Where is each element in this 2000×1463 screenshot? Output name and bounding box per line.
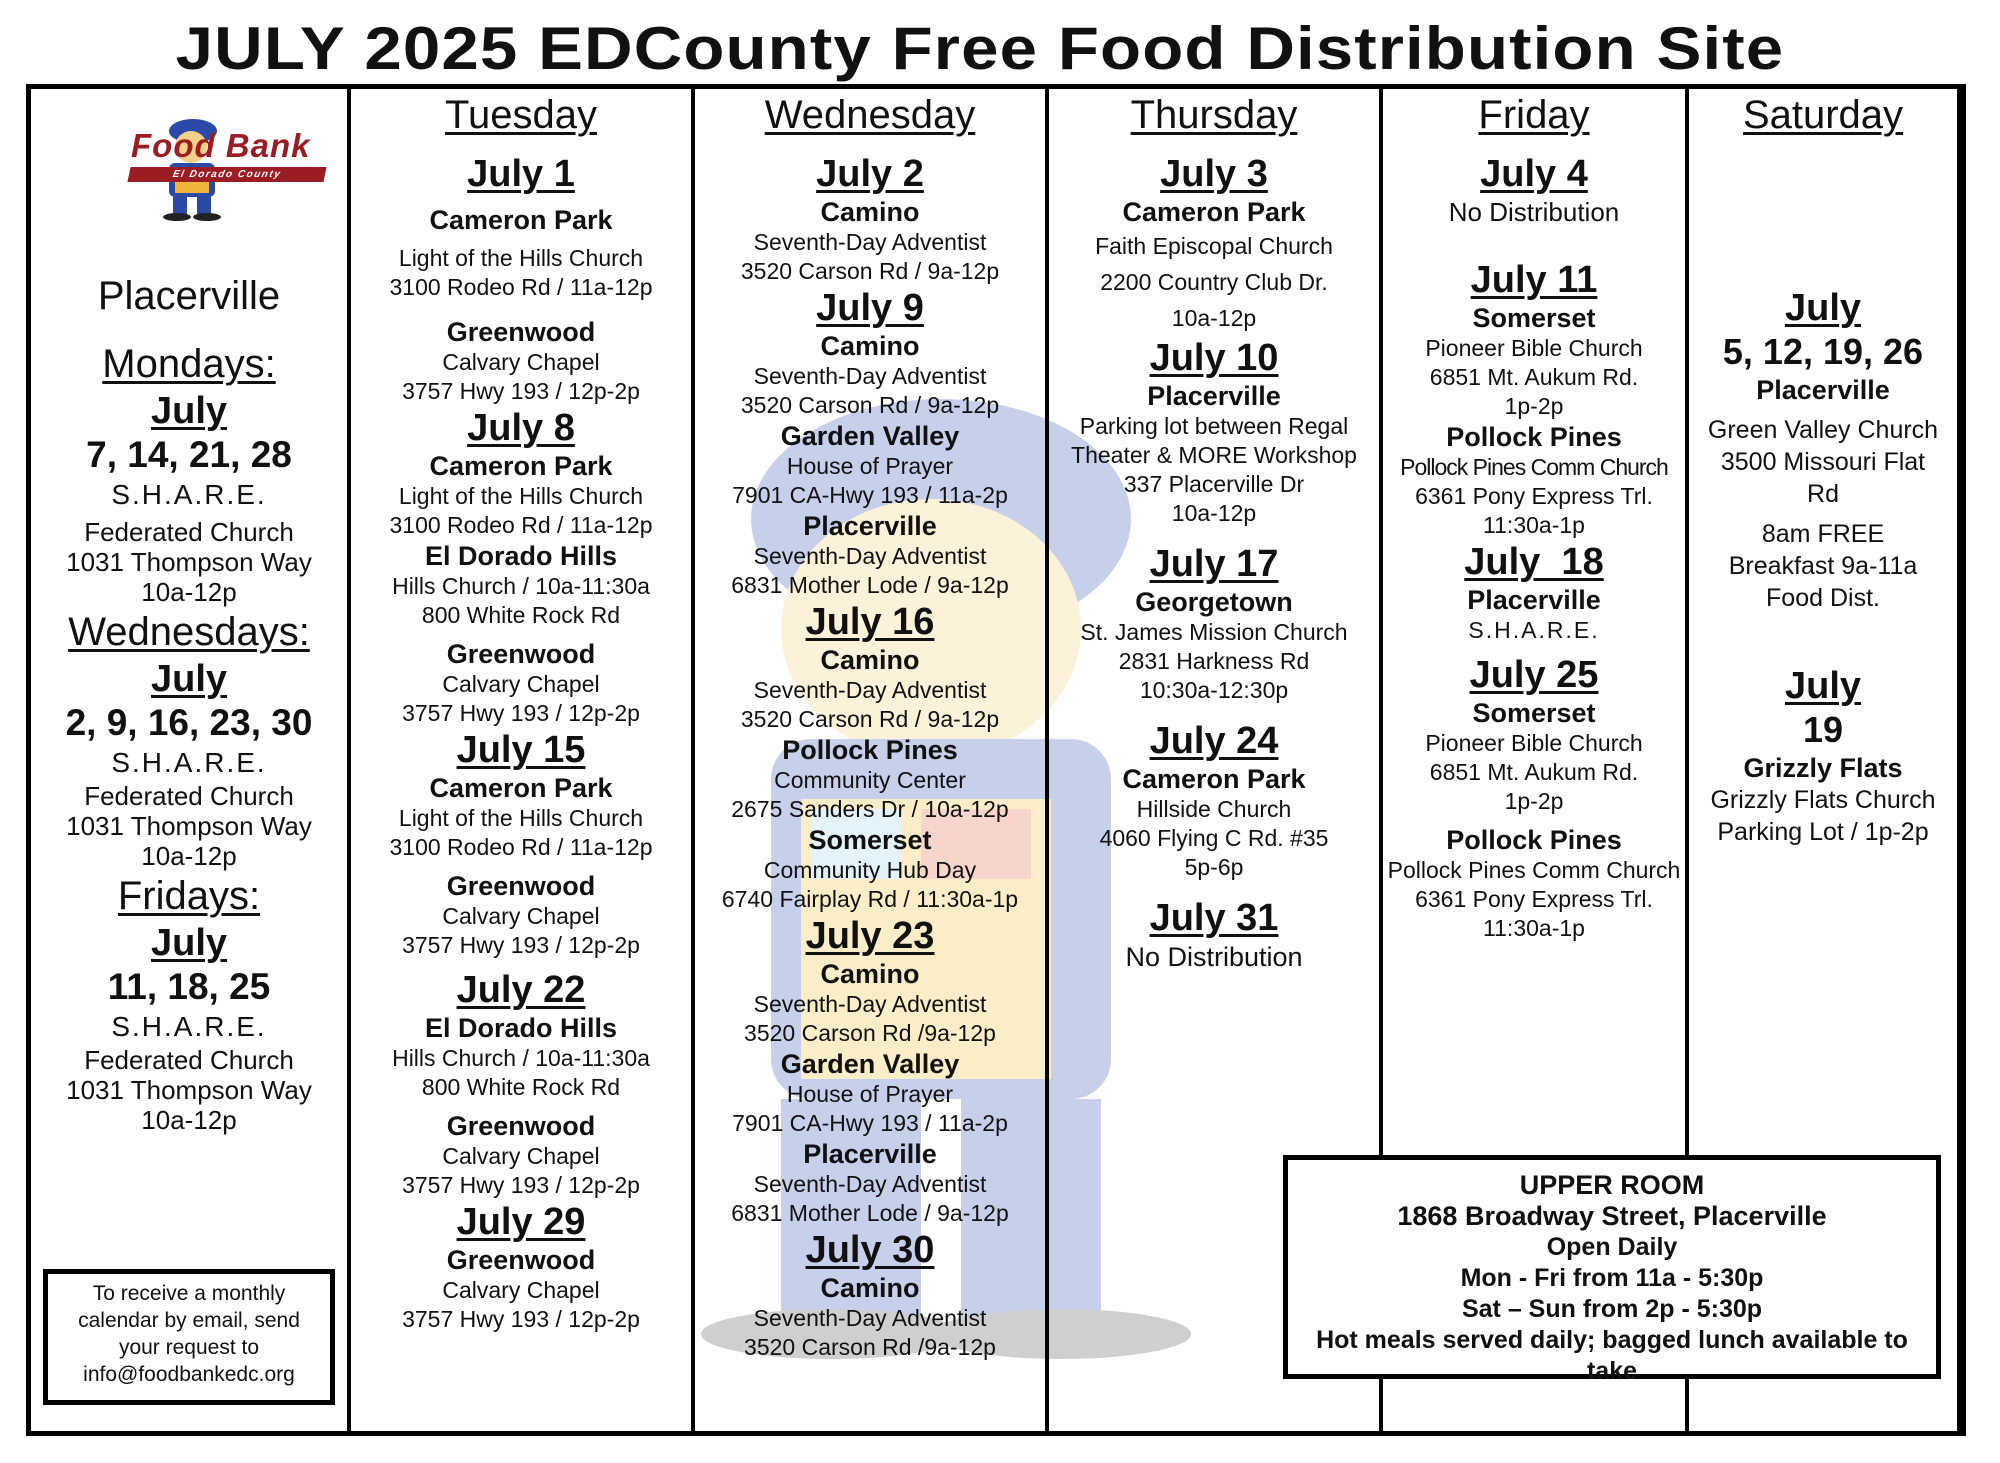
wednesdays-days: 2, 9, 16, 23, 30 [65,702,313,743]
site-line: 2200 Country Club Dr. [1100,269,1328,295]
site-city: Placerville [803,511,937,541]
site-line: Calvary Chapel [442,1277,600,1303]
site-line: Rd [1807,480,1839,508]
site-line: 3757 Hwy 193 / 12p-2p [402,378,640,404]
schedule-table [26,84,1966,1436]
site-city: Camino [820,959,920,989]
site-city: Greenwood [446,1245,596,1275]
fridays-address: 1031 Thompson Way [66,1075,312,1105]
date-heading: July 24 [1149,720,1279,762]
site-city: Placerville [1467,585,1601,615]
site-line: Pioneer Bible Church [1425,730,1643,756]
fridays-label: Fridays: [117,874,261,918]
site-line: 1p-2p [1504,393,1564,419]
site-city: Grizzly Flats [1743,753,1903,783]
mondays-site: Federated Church [84,517,294,547]
fridays-org: S.H.A.R.E. [111,1011,267,1042]
site-line: 10:30a-12:30p [1139,677,1289,703]
no-distribution-note: No Distribution [1125,942,1303,972]
site-line: Calvary Chapel [442,1143,600,1169]
site-line: 3520 Carson Rd /9a-12p [744,1020,996,1046]
fridays-month: July [150,922,228,964]
site-line: Seventh-Day Adventist [753,543,987,569]
site-line: House of Prayer [786,453,954,479]
mondays-time: 10a-12p [141,577,237,607]
fridays-days: 11, 18, 25 [107,966,271,1007]
site-city: Placerville [1147,381,1281,411]
site-line: Calvary Chapel [442,903,600,929]
logo-subtitle: El Dorado County [127,167,326,182]
site-line: House of Prayer [786,1081,954,1107]
site-line: Calvary Chapel [442,349,600,375]
saturday-days: 5, 12, 19, 26 [1722,331,1924,372]
site-line: 10a-12p [1171,500,1257,526]
site-line: 3520 Carson Rd / 9a-12p [740,706,1000,732]
upper-room-name: UPPER ROOM [1519,1170,1705,1200]
site-city: El Dorado Hills [424,541,618,571]
site-line: Parking lot between Regal [1079,413,1349,439]
site-line: 7901 CA-Hwy 193 / 11a-2p [732,482,1008,508]
site-line: 6361 Pony Express Trl. [1415,886,1653,912]
wednesdays-site: Federated Church [84,781,294,811]
site-line: Hills Church / 10a-11:30a [392,1045,650,1071]
site-line: Seventh-Day Adventist [753,363,987,389]
site-city: Placerville [1756,375,1890,405]
mondays-month: July [150,390,228,432]
mondays-days: 7, 14, 21, 28 [86,434,292,475]
date-heading: July 29 [456,1201,586,1243]
site-line: Hills Church / 10a-11:30a [392,573,650,599]
date-heading: July 15 [456,729,586,771]
placerville-weekly-section [31,271,347,1135]
tuesday-header: Tuesday [445,93,597,137]
date-heading: July 25 [1469,654,1599,696]
upper-room-box [1283,1155,1941,1385]
site-line: Grizzly Flats Church [1710,786,1936,814]
wednesdays-label: Wednesdays: [68,610,310,654]
site-city: Garden Valley [780,421,960,451]
site-line: Seventh-Day Adventist [753,229,987,255]
site-city: Pollock Pines [1446,422,1622,452]
wednesdays-org: S.H.A.R.E. [111,747,267,778]
site-line: 7901 CA-Hwy 193 / 11a-2p [732,1110,1008,1136]
site-line: Light of the Hills Church [398,245,644,271]
site-line: 3757 Hwy 193 / 12p-2p [402,700,640,726]
site-line: 2675 Sanders Dr / 10a-12p [731,796,1009,822]
site-city: Placerville [803,1139,937,1169]
date-heading: July 18 [1464,541,1604,583]
site-line: 800 White Rock Rd [421,602,621,628]
date-heading: July 17 [1149,543,1279,585]
site-city: El Dorado Hills [424,1013,618,1043]
site-city: Greenwood [446,317,596,347]
site-extra: Food Dist. [1766,584,1880,612]
wednesday-header: Wednesday [764,93,976,137]
date-heading: July 9 [816,287,924,329]
site-line: 337 Placerville Dr [1123,471,1305,497]
site-extra: 8am FREE [1761,520,1885,548]
no-distribution-note: No Distribution [1448,197,1620,227]
site-line: 10a-12p [1171,305,1257,331]
date-heading: July 11 [1470,259,1598,301]
wednesdays-address: 1031 Thompson Way [66,811,312,841]
site-city: Greenwood [446,871,596,901]
site-city: Georgetown [1135,587,1293,617]
site-line: Seventh-Day Adventist [753,1305,987,1331]
email-request-box [43,1269,335,1405]
mondays-label: Mondays: [102,342,276,386]
site-line: 3520 Carson Rd /9a-12p [744,1334,996,1360]
upper-room-weekend-hours: Sat – Sun from 2p - 5:30p [1461,1295,1763,1323]
friday-header: Friday [1478,93,1590,137]
thursday-header: Thursday [1130,93,1298,137]
site-line: Light of the Hills Church [398,483,644,509]
site-line: 2831 Harkness Rd [1118,648,1310,674]
date-heading: July 23 [805,915,935,957]
fridays-time: 10a-12p [141,1105,237,1135]
site-line: Seventh-Day Adventist [753,991,987,1017]
site-city: Somerset [1472,698,1596,728]
site-line: 3100 Rodeo Rd / 11a-12p [389,274,653,300]
date-heading: July 16 [805,601,935,643]
upper-room-open: Open Daily [1546,1233,1678,1261]
site-city: Greenwood [446,1111,596,1141]
date-heading: July 3 [1160,153,1268,195]
site-line: 3500 Missouri Flat [1720,448,1926,476]
site-city: Cameron Park [1122,197,1306,227]
site-city: Camino [820,645,920,675]
site-line: Seventh-Day Adventist [753,677,987,703]
site-line: 6851 Mt. Aukum Rd. [1429,759,1639,785]
site-line: 3757 Hwy 193 / 12p-2p [402,1306,640,1332]
logo-title: Food Bank [131,127,311,164]
month-heading: July [1784,287,1862,329]
date-heading: July 8 [467,407,575,449]
site-line: 3757 Hwy 193 / 12p-2p [402,1172,640,1198]
site-line: S.H.A.R.E. [1468,617,1600,643]
email-note-line: To receive a monthly [92,1282,286,1305]
wednesdays-month: July [150,658,228,700]
food-bank-logo [53,113,333,223]
mondays-org: S.H.A.R.E. [111,479,267,510]
site-line: 6831 Mother Lode / 9a-12p [731,572,1009,598]
site-line: Green Valley Church [1707,416,1939,444]
site-city: Pollock Pines [1446,825,1622,855]
city-label: Placerville [97,274,281,318]
email-note-line: calendar by email, send [78,1309,300,1332]
mondays-address: 1031 Thompson Way [66,547,312,577]
site-line: 3100 Rodeo Rd / 11a-12p [389,834,653,860]
site-line: 3520 Carson Rd / 9a-12p [740,392,1000,418]
site-line: 11:30a-1p [1483,915,1585,941]
saturday-header: Saturday [1742,93,1904,137]
site-line: 11:30a-1p [1483,512,1585,538]
upper-room-address: 1868 Broadway Street, Placerville [1397,1201,1827,1231]
site-line: 3100 Rodeo Rd / 11a-12p [389,512,653,538]
date-heading: July 22 [456,969,586,1011]
site-line: Pollock Pines Comm Church [1400,454,1668,480]
site-line: Seventh-Day Adventist [753,1171,987,1197]
site-line: Parking Lot / 1p-2p [1717,818,1929,846]
site-city: Somerset [1472,303,1596,333]
wednesdays-time: 10a-12p [141,841,237,871]
site-line: Calvary Chapel [442,671,600,697]
site-line: Hillside Church [1136,796,1292,822]
site-line: 5p-6p [1184,854,1244,880]
site-line: Faith Episcopal Church [1095,233,1333,259]
saturday-days: 19 [1802,709,1844,750]
date-heading: July 1 [467,153,575,195]
upper-room-note: Hot meals served daily; bagged lunch available to take [1316,1326,1908,1385]
site-line: Light of the Hills Church [398,805,644,831]
site-line: St. James Mission Church [1080,619,1348,645]
site-line: 3520 Carson Rd / 9a-12p [740,258,1000,284]
site-line: 4060 Flying C Rd. #35 [1099,825,1329,851]
date-heading: July 31 [1149,897,1279,939]
site-line: 6831 Mother Lode / 9a-12p [731,1200,1009,1226]
site-city: Garden Valley [780,1049,960,1079]
site-city: Somerset [808,825,932,855]
site-line: 6361 Pony Express Trl. [1415,483,1653,509]
tuesday-column [351,89,695,1431]
site-line: 6851 Mt. Aukum Rd. [1429,364,1639,390]
site-city: Camino [820,1273,920,1303]
page-title: JULY 2025 EDCounty Free Food Distribution Site [175,15,1785,82]
month-heading: July [1784,665,1862,707]
site-line: 3757 Hwy 193 / 12p-2p [402,932,640,958]
wednesday-column [695,89,1049,1431]
site-line: 6740 Fairplay Rd / 11:30a-1p [721,886,1019,912]
site-line: 1p-2p [1504,788,1564,814]
site-line: 800 White Rock Rd [421,1074,621,1100]
upper-room-weekday-hours: Mon - Fri from 11a - 5:30p [1460,1264,1764,1292]
site-city: Greenwood [446,639,596,669]
site-city: Camino [820,331,920,361]
fridays-site: Federated Church [84,1045,294,1075]
site-line: Community Hub Day [763,857,977,883]
date-heading: July 4 [1480,153,1588,195]
site-city: Cameron Park [429,773,613,803]
email-address-link[interactable]: info@foodbankedc.org [83,1363,295,1386]
site-line: Community Center [774,767,966,793]
site-line: Pollock Pines Comm Church [1387,857,1681,883]
site-city: Camino [820,197,920,227]
site-extra: Breakfast 9a-11a [1728,552,1918,580]
site-line: Pioneer Bible Church [1425,335,1643,361]
placerville-weekly-column [31,89,351,1431]
date-heading: July 2 [816,153,924,195]
site-city: Cameron Park [1122,764,1306,794]
date-heading: July 10 [1149,337,1279,379]
email-note-line: your request to [118,1336,260,1359]
site-city: Cameron Park [429,205,613,235]
site-city: Pollock Pines [782,735,958,765]
date-heading: July 30 [805,1229,935,1271]
site-city: Cameron Park [429,451,613,481]
site-line: Theater & MORE Workshop [1071,442,1357,468]
